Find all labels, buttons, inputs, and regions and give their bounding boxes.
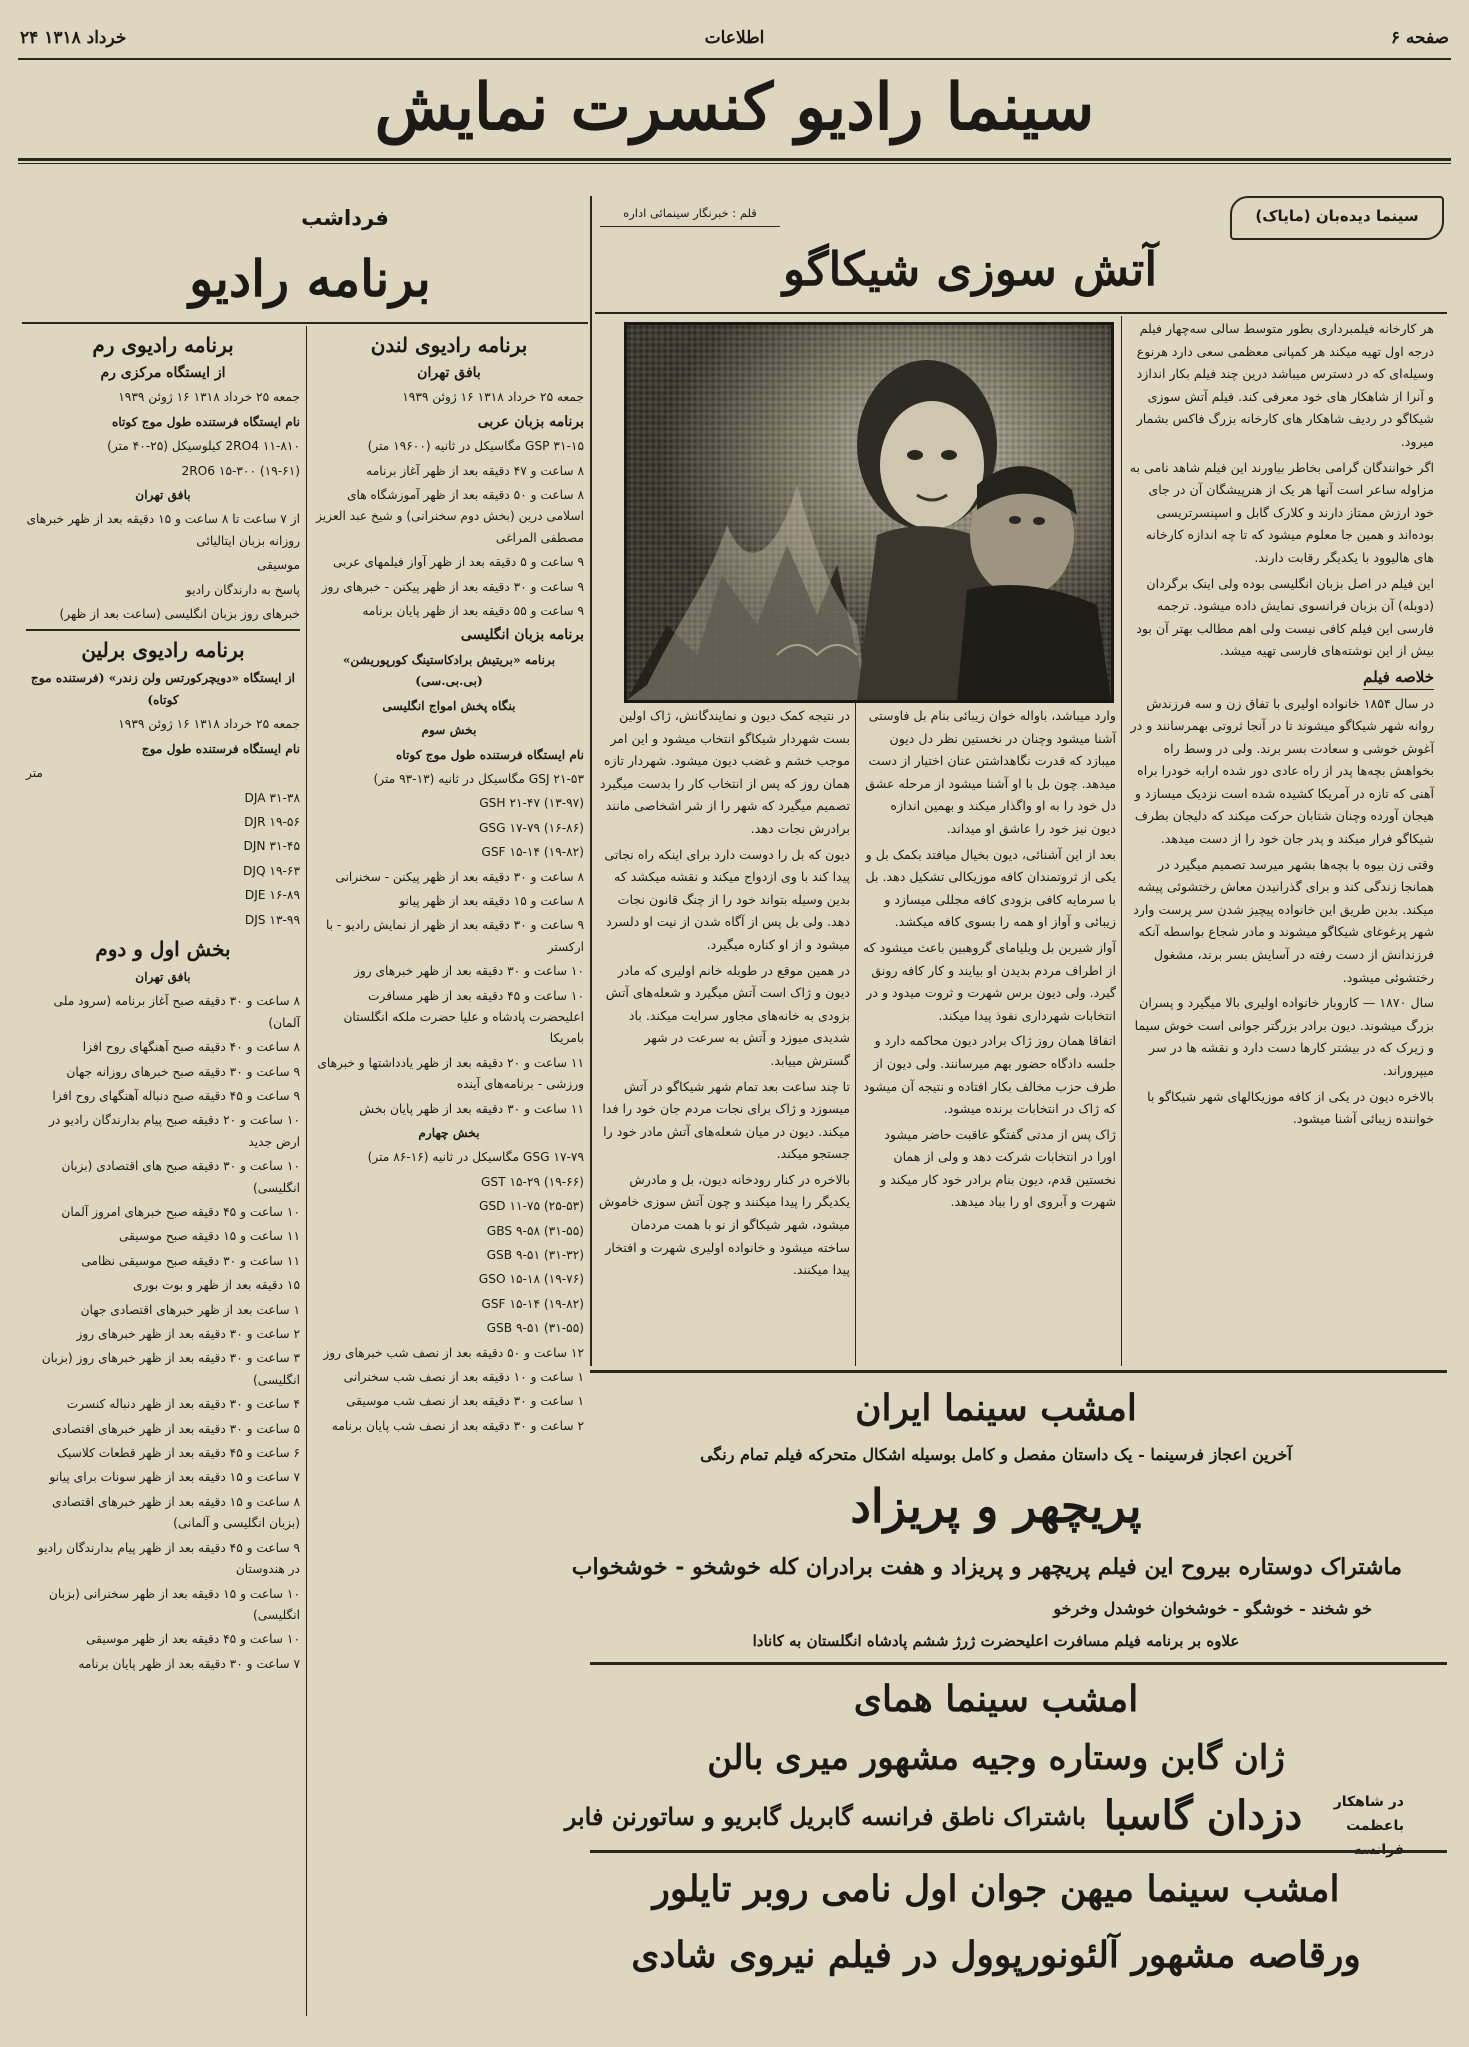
schedule-line: ۲ ساعت و ۳۰ دقیقه بعد از ظهر خبرهای روز	[76, 1327, 300, 1342]
station-row: DJQ ۱۹-۶۳	[242, 863, 300, 878]
ad-iran-line4: علاوه بر برنامه فیلم مسافرت اعلیحضرت ژرژ ششم پادشاه انگلستان به کانادا	[752, 1632, 1240, 1650]
schedule-line: ۷ ساعت و ۱۵ دقیقه بعد از ظهر سونات برای پیانو	[49, 1470, 300, 1485]
schedule-line: ۱۰ ساعت و ۴۵ دقیقه بعد از ظهر مسافرت اعلیحضرت پادشاه و علیا حضرت ملکه انگلستان بامریکا	[343, 988, 584, 1046]
berlin-title: برنامه رادیوی برلین	[81, 638, 245, 663]
summary-heading: خلاصه فیلم	[1363, 666, 1434, 690]
rome-date: جمعه ۲۵ خرداد ۱۳۱۸ ۱۶ ژوئن ۱۹۳۹	[118, 390, 300, 405]
schedule-line: ۸ ساعت و ۱۵ دقیقه بعد از ظهر خبرهای اقتصادی (بزبان انگلیسی و آلمانی)	[52, 1494, 300, 1531]
schedule-line: ۹ ساعت و ۳۰ دقیقه بعد از ظهر پیکنن - خبرهای روز	[321, 579, 584, 594]
station-row: GSD ۱۱-۷۵ (۲۵-۵۳)	[479, 1199, 584, 1214]
schedule-line: ۱۱ ساعت و ۱۵ دقیقه صبح موسیقی	[118, 1229, 300, 1244]
schedule-line: ۸ ساعت و ۳۰ دقیقه بعد از ظهر پیکنن - سخنرانی	[335, 869, 584, 884]
berlin-stations-header: نام ایستگاه فرستنده طول موج	[141, 741, 300, 756]
ad-homa-line2: باشتراک ناطق فرانسه گابریل گابریو و ساتورنن فابر	[564, 1802, 1086, 1831]
ad-iran-title: امشب سینما ایران	[855, 1387, 1137, 1429]
cinema-section-label: سینما دیده‌بان (مایاک)	[1230, 196, 1444, 240]
station-row: 2RO6 ۱۵-۳۰۰ (۱۹-۶۱)	[181, 463, 300, 478]
top-bar	[20, 28, 1449, 54]
schedule-line: ۹ ساعت و ۵۵ دقیقه بعد از ظهر پایان برنامه	[362, 604, 584, 619]
station-row: GSB ۹-۵۱ (۳۱-۳۲)	[486, 1248, 584, 1263]
radio-tag: فرداشب	[301, 206, 389, 230]
summary-paragraph: سال ۱۸۷۰ — کاروبار خانواده اولیری بالا میگیرد و پسران بزرگ میشوند. دیون برادر بزرگتر جوانی است خوش سیما و زیرک که در بیشتر کارها دست دارد و نقشه ها در سر میپروراند.	[1134, 995, 1434, 1078]
schedule-line: ۱۱ ساعت و ۲۰ دقیقه بعد از ظهر یادداشتها و خبرهای ورزشی - برنامه‌های آینده	[317, 1055, 584, 1092]
paper-name: اطلاعات	[704, 28, 765, 48]
london-stations-header: نام ایستگاه فرستنده طول موج کوتاه	[395, 747, 584, 762]
film-still-image	[624, 322, 1114, 703]
rome-tehran: بافق تهران	[135, 488, 191, 503]
berlin-part: بخش اول و دوم	[95, 936, 231, 961]
schedule-line: از ۷ ساعت تا ۸ ساعت و ۱۵ دقیقه بعد از ظهر خبرهای روزانه بزبان ایتالیائی	[26, 512, 300, 548]
ad-iran-line2: ماشتراک دوستاره بیروح این فیلم پریچهر و پریزاد و هفت برادران کله خوشخو - خوشخواب	[571, 1554, 1402, 1580]
london-title: برنامه رادیوی لندن	[370, 333, 528, 357]
schedule-line: ۱۰ ساعت و ۴۵ دقیقه بعد از ظهر موسیقی	[86, 1632, 300, 1647]
cinema-col-rule-1	[1121, 316, 1122, 1366]
ad-rule-1	[590, 1662, 1447, 1665]
schedule-line: ۸ ساعت و ۱۵ دقیقه بعد از ظهر پیانو	[399, 893, 584, 908]
cinema-col-rule-2	[855, 700, 856, 1366]
station-row: DJR ۱۹-۵۶	[244, 814, 300, 829]
london-english-heading: برنامه بزبان انگلیسی	[460, 627, 584, 644]
rome-stations-header: نام ایستگاه فرستنده طول موج کوتاه	[111, 414, 300, 429]
schedule-line: ۹ ساعت و ۳۰ دقیقه صبح خبرهای روزانه جهان	[66, 1064, 300, 1079]
schedule-line: ۸ ساعت و ۳۰ دقیقه صبح آغاز برنامه (سرود ملی آلمان)	[53, 994, 300, 1030]
story-paragraph: اتفاقا همان روز ژاک برادر دیون محاکمه دارد و جلسه دادگاه حضور بهم میرسانند. ولی دیون از طرف حزب مخالف بکار افتاده و نتیجه آن میشود که ژاک در انتخابات برنده میشود.	[863, 1033, 1116, 1117]
london-part3: بخش سوم	[421, 723, 477, 738]
cinema-column-left	[598, 705, 850, 1365]
ad-iran-film: پریچهر و پریزاد	[850, 1479, 1142, 1533]
london-freq: GSP ۳۱-۱۵ مگاسیکل در ثانیه (۱۹۶۰۰ متر)	[367, 439, 584, 454]
schedule-line: ۸ ساعت و ۴۷ دقیقه بعد از ظهر آغاز برنامه	[366, 463, 584, 478]
cinema-column-middle	[862, 705, 1116, 1365]
cinema-column-right	[1128, 318, 1434, 1366]
ad-homa-line1: ژان گابن وستاره وجیه مشهور میری بالن	[707, 1738, 1285, 1778]
cinema-title-rule	[595, 312, 1447, 314]
station-row: DJS ۱۳-۹۹	[244, 912, 300, 927]
radio-section-title: برنامه رادیو	[189, 249, 431, 308]
ad-iran-line3: خو شخند - خوشگو - خوشخوان خوشدل وخرخو	[1053, 1599, 1372, 1618]
station-row: GSF ۱۵-۱۴ (۱۹-۸۲)	[481, 845, 584, 860]
station-row: GSJ ۲۱-۵۳ مگاسیکل در ثانیه (۱۳-۹۳ متر)	[373, 771, 584, 786]
london-sub: بافق تهران	[417, 365, 481, 381]
schedule-line: ۹ ساعت و ۴۵ دقیقه صبح دنباله آهنگهای روح افزا	[52, 1088, 300, 1103]
schedule-line: ۱ ساعت و ۳۰ دقیقه بعد از نصف شب موسیقی	[346, 1394, 584, 1409]
london-english-sub: برنامه «بریتیش برادکاستینگ کورپوریشن» (بی.بی.سی)	[342, 652, 556, 689]
station-row: GSB ۹-۵۱ (۳۱-۵۵)	[486, 1321, 584, 1336]
schedule-line: ۳ ساعت و ۳۰ دقیقه بعد از ظهر خبرهای روز (بزبان انگلیسی)	[41, 1351, 300, 1387]
berlin-unit: متر	[26, 766, 43, 781]
radio-col-rule	[306, 326, 307, 2016]
radio-rome-berlin-column	[26, 330, 300, 2020]
station-row: GSO ۱۵-۱۸ (۱۹-۷۶)	[478, 1272, 584, 1287]
station-row: GST ۱۵-۲۹ (۱۹-۶۶)	[480, 1174, 584, 1189]
schedule-line: ۴ ساعت و ۳۰ دقیقه بعد از ظهر دنباله کنسرت	[66, 1397, 300, 1412]
schedule-line: ۲ ساعت و ۳۰ دقیقه بعد از نصف شب پایان برنامه	[331, 1418, 584, 1433]
schedule-line: ۱۱ ساعت و ۳۰ دقیقه صبح موسیقی نظامی	[81, 1253, 300, 1268]
berlin-tehran: بافق تهران	[135, 969, 191, 984]
schedule-line: ۹ ساعت و ۵ دقیقه بعد از ظهر آواز فیلمهای عربی	[332, 555, 584, 570]
summary-paragraph: در سال ۱۸۵۴ خانواده اولیری با تفاق زن و سه فرزندش روانه شهر شیکاگو میشوند تا در آنجا ثروتی بهمرسانند و در آغوش خوشی و سعادت بسر برند. ولی در وسط راه بخواهش بچه‌ها پدر از راه عادی دور شده ارابه خودرا براه آهنی که تازه در آمریکا کشیده شده است نزدیک میسازد و هیجان آورده وچنان شتابان حرکت میکند که دلیجان بطرف شیکاگو فرار میکند و پدر جان خود را از دست میدهد.	[1130, 695, 1434, 847]
schedule-line: ۱۰ ساعت و ۴۵ دقیقه صبح خبرهای امروز آلمان	[61, 1205, 300, 1219]
story-paragraph: در نتیجه کمک دیون و نمایندگانش، ژاک اولین بست شهردار شیکاگو انتخاب میشود و این امر موجب خشم و غضب دیون میشود. شهردار تازه همان روز که پس از انتخاب کار را بدست میگیرد تصمیم میگیرد که شهر را از شر اشخاصی مانند برادرش نجات دهد.	[599, 708, 850, 836]
summary-paragraph: بالاخره دیون در یکی از کافه موزیکالهای شهر شیکاگو با خواننده زیبائی آشنا میشود.	[1147, 1088, 1434, 1127]
cinema-article-title: آتش سوزی شیکاگو	[782, 242, 1158, 296]
schedule-line: موسیقی	[256, 558, 300, 573]
schedule-line: ۱۰ ساعت و ۲۰ دقیقه صبح پیام بدارندگان رادیو در ارض جدید	[49, 1113, 300, 1149]
berlin-date: جمعه ۲۵ خرداد ۱۳۱۸ ۱۶ ژوئن ۱۹۳۹	[118, 717, 300, 732]
schedule-line: ۹ ساعت و ۴۵ دقیقه بعد از ظهر پیام بدارندگان رادیو در هندوستان	[37, 1540, 300, 1577]
london-date: جمعه ۲۵ خرداد ۱۳۱۸ ۱۶ ژوئن ۱۹۳۹	[402, 390, 584, 405]
intro-paragraph: هر کارخانه فیلمبرداری بطور متوسط سالی سه‌چهار فیلم درجه اول تهیه میکند هر کمپانی معظمی سعی دارد هرنوع وسیله‌ای که در دسترس میباشد درین چند فیلم بکار اندازد و آنرا از شاهکار های خود معرفی کند. فیلم آتش سوزی شیکاگو در ردیف شاهکار های کارخانه بزرگ فاکس بشمار میرود.	[1136, 321, 1434, 449]
schedule-line: ۱۰ ساعت و ۳۰ دقیقه بعد از ظهر خبرهای روز	[353, 964, 584, 979]
issue-date: ۲۴ خرداد ۱۳۱۸	[20, 28, 127, 48]
radio-london-column	[314, 330, 584, 2020]
story-paragraph: وارد میباشد، باواله خوان زیبائی بنام بل فاوستی آشنا میشود وچنان در نخستین نظر دل دیون میبازد که قدرت نگاهداشتن عنان اختیار از دست میدهد. چون بل با او آشنا میشود از مرحله عشق دل خود را به او واگذار میکند و بهمین اندازه دیون نیز خود را عاشق او میداند.	[865, 708, 1116, 836]
schedule-line: خبرهای روز بزبان انگلیسی (ساعت بعد از ظهر)	[59, 607, 300, 622]
intro-paragraph: اگر خوانندگان گرامی بخاطر بیاورند این فیلم شاهد نامی به مزاوله ساعر است آنها هر یک از هنرپیشگان آن در جای خود ارزش ممتاز دارند و کلارک گابل و اسپنسرتریسی بوده‌اند و همین جا معلوم میشود که تا چه اندازه کارخانه های هالیوود با یکدیگر رقابت دارند.	[1129, 459, 1434, 565]
station-row: GSG ۱۷-۷۹ (۱۶-۸۶)	[478, 820, 584, 835]
ad-homa-title: امشب سینما همای	[853, 1678, 1139, 1720]
story-paragraph: ژاک پس از مدتی گفتگو عاقبت حاضر میشود اورا در انتخابات شرکت دهد و ولی از همان نخستین قدم، دیون بنام برادر خود کار میکند و شهرت و آبروی او را بباد میدهد.	[880, 1126, 1116, 1210]
film-still-illustration	[627, 325, 1111, 700]
schedule-line: ۸ ساعت و ۵۰ دقیقه بعد از ظهر آموزشگاه های اسلامی درین (بخش دوم سخنرانی) و شیخ عبد العزیز مصطفی المراغی	[316, 488, 584, 545]
london-arabic-heading: برنامه بزبان عربی	[477, 413, 584, 430]
radio-title-rule	[22, 322, 588, 324]
ad-homa-pre: در شاهکار باعظمت	[1333, 1794, 1404, 1834]
cinema-byline: قلم : خبرنگار سینمائی اداره	[600, 200, 780, 227]
schedule-line: ۱۱ ساعت و ۳۰ دقیقه بعد از ظهر پایان بخش	[359, 1101, 584, 1116]
ad-homa-film: دزدان گاسبا	[1103, 1792, 1303, 1839]
schedule-line: ۶ ساعت و ۴۵ دقیقه بعد از ظهر قطعات کلاسیک	[57, 1446, 300, 1461]
schedule-line: ۱ ساعت و ۱۰ دقیقه بعد از نصف شب سخنرانی	[343, 1370, 584, 1385]
rome-sub: از ایستگاه مرکزی رم	[100, 365, 226, 381]
schedule-line: ۸ ساعت و ۴۰ دقیقه صبح آهنگهای روح افزا	[82, 1040, 300, 1055]
station-row: DJA ۳۱-۳۸	[244, 790, 300, 805]
schedule-line: ۱۰ ساعت و ۳۰ دقیقه صبح های اقتصادی (بزبان انگلیسی)	[61, 1159, 300, 1195]
story-paragraph: آواز شیرین بل ویلیامای گروهبین باعث میشود که از اطراف مردم بدیدن او بیایند و کار کافه رونق گیرد. ولی دیون برس شهرت و ثروت میدود و در انتخابات شهرداری نفوذ پیدا میکند.	[862, 939, 1116, 1023]
station-row: GBS ۹-۵۸ (۳۱-۵۵)	[486, 1223, 584, 1238]
station-row: GSH ۲۱-۴۷ (۱۳-۹۷)	[479, 796, 584, 811]
schedule-line: ۱ ساعت بعد از ظهر خبرهای اقتصادی جهان	[80, 1302, 300, 1317]
story-paragraph: بعد از این آشنائی، دیون بخیال میافتد بکمک بل و یکی از ثروتمندان کافه موزیکالی تشکیل دهد. بل با سرمایه کافی بزودی کافه مجللی میسازد و زیبائی و آواز او همه را بسوی کافه میکشد.	[865, 846, 1116, 930]
rome-title: برنامه رادیوی رم	[92, 333, 234, 357]
cinema-left-rule	[590, 196, 592, 1366]
schedule-line: ۱۵ دقیقه بعد از ظهر و بوت بوری	[133, 1278, 300, 1293]
page-number: صفحه ۶	[1390, 28, 1449, 48]
story-paragraph: تا چند ساعت بعد تمام شهر شیکاگو در آتش میسوزد و ژاک برای نجات مردم جان خود را فدا میکند. دیون در میان شعله‌های آتش مادر خود را جستجو میکند.	[602, 1078, 850, 1162]
summary-paragraph: وقتی زن بیوه با بچه‌ها بشهر میرسد تصمیم میگیرد در همانجا زندگی کند و برای گذرانیدن معاش رختشوئی پیشه میکند. بدین طریق این خانواده پیچیز شدن سر پرست وارد شهر پرغوغای شیکاگو میشوند و مادر شجاع بواسطه آنکه فرزندانش از دست رفته در آسایش بسر برند، مشغول رختشوئی میشود.	[1133, 856, 1434, 985]
station-row: GSF ۱۵-۱۴ (۱۹-۸۲)	[481, 1296, 584, 1311]
ad-mihan-line1: امشب سینما میهن جوان اول نامی روبر تایلور	[652, 1868, 1340, 1910]
station-row: 2RO4 ۱۱-۸۱۰ کیلوسیکل (۲۵-۴۰ متر)	[107, 439, 300, 454]
ad-rule-2	[590, 1850, 1447, 1853]
schedule-line: ۹ ساعت و ۳۰ دقیقه بعد از ظهر از نمایش رادیو - با ارکستر	[325, 918, 584, 954]
story-paragraph: دیون که بل را دوست دارد برای اینکه راه نجاتی پیدا کند با وی ازدواج میکند و نقشه میکشد که بدین وسیله بتواند خود را از چنگ قانون نجات دهد. ولی بل پس از آگاه شدن از نیت او دلسرد میشود و از او کناره میگیرد.	[604, 846, 850, 952]
schedule-line: ۵ ساعت و ۳۰ دقیقه بعد از ظهر خبرهای اقتصادی	[52, 1421, 300, 1436]
masthead-rule	[18, 158, 1451, 161]
station-row: GSG ۱۷-۷۹ مگاسیکل در ثانیه (۱۶-۸۶ متر)	[367, 1150, 584, 1165]
station-row: DJN ۳۱-۴۵	[243, 839, 300, 854]
ad-iran-line1: آخرین اعجاز فرسینما - یک داستان مفصل و کامل بوسیله اشکال متحرکه فیلم تمام رنگی	[700, 1445, 1292, 1464]
intro-paragraph: این فیلم در اصل بزبان انگلیسی بوده ولی اینک برگردان (دوبله) آن بزبان فرانسوی نمایش داده میشود. ترجمه فارسی این فیلم کافی نیست ولی اهم مطالب بهتر آن بود بیش از این نوشته‌های فارسی تهیه میشد.	[1136, 575, 1434, 659]
rome-berlin-divider	[26, 629, 300, 631]
london-part4: بخش چهارم	[418, 1126, 480, 1140]
story-paragraph: بالاخره در کنار رودخانه دیون، بل و مادرش یکدیگر را پیدا میکنند و چون آتش سوزی خاموش میشود، شهر شیکاگو از نو با همت مردمان ساخته میشود و خانواده اولیری شهرت و افتخار پیدا میکنند.	[598, 1171, 850, 1278]
schedule-line: ۱۲ ساعت و ۵۰ دقیقه بعد از نصف شب خبرهای روز	[323, 1345, 584, 1360]
ad-mihan-line2: ورقاصه مشهور آلئونورپوول در فیلم نیروی شادی	[631, 1934, 1361, 1976]
masthead-rule-thin	[18, 163, 1451, 164]
schedule-line: ۷ ساعت و ۳۰ دقیقه بعد از ظهر پایان برنامه	[78, 1656, 300, 1671]
story-paragraph: در همین موقع در طویله خانم اولیری که مادر دیون و ژاک است آتش میگیرد و شعله‌های آتش بزودی به خانه‌های مجاور سرایت میکند. باد شدیدی میوزد و آتش به سرعت در شهر گسترش مییابد.	[605, 962, 850, 1068]
schedule-line: پاسخ به دارندگان رادیو	[185, 582, 300, 597]
schedule-line: ۱۰ ساعت و ۱۵ دقیقه بعد از ظهر سخنرانی (بزبان انگلیسی)	[48, 1586, 300, 1622]
top-rule	[18, 58, 1451, 60]
station-row: DJE ۱۶-۸۹	[244, 888, 300, 903]
london-band: بنگاه پخش امواج انگلیسی	[382, 698, 516, 713]
masthead: سینما رادیو کنسرت نمایش	[374, 70, 1095, 145]
berlin-sub: از ایستگاه «دویچرکورتس ولن زندر» (فرستنده موج کوتاه)	[30, 671, 296, 707]
ads-top-rule	[590, 1370, 1447, 1373]
